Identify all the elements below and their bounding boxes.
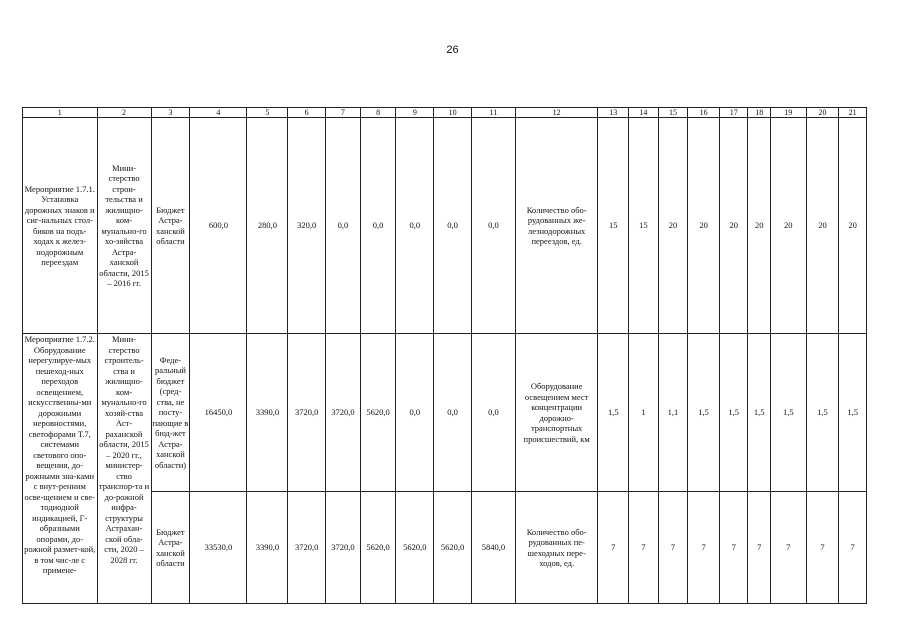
funding-source: Бюджет Астра-ханской области — [151, 118, 190, 334]
col-header-18: 18 — [748, 108, 770, 118]
target-cell: 7 — [770, 492, 806, 604]
target-cell: 7 — [658, 492, 688, 604]
indicator-name: Оборудование освещением мест концентрации дорожно-транспортных происшествий, км — [515, 334, 598, 492]
value-cell: 5620,0 — [360, 492, 396, 604]
table-row — [23, 334, 867, 492]
indicator-name: Количество обо-рудованных же-лезнодорожных переездов, ед. — [515, 118, 598, 334]
value-cell: 0,0 — [434, 334, 472, 492]
value-cell: 33530,0 — [190, 492, 247, 604]
target-cell: 20 — [839, 118, 867, 334]
col-header-19: 19 — [770, 108, 806, 118]
target-cell: 15 — [629, 118, 659, 334]
value-cell: 5840,0 — [471, 492, 515, 604]
value-cell: 5620,0 — [360, 334, 396, 492]
col-header-5: 5 — [247, 108, 288, 118]
value-cell: 3720,0 — [288, 492, 326, 604]
value-cell: 3390,0 — [247, 492, 288, 604]
value-cell: 320,0 — [288, 118, 326, 334]
value-cell: 600,0 — [190, 118, 247, 334]
target-cell: 7 — [688, 492, 720, 604]
target-cell: 20 — [770, 118, 806, 334]
col-header-9: 9 — [396, 108, 434, 118]
target-cell: 1,5 — [770, 334, 806, 492]
measure-name: Мероприятие 1.7.1. Установка дорожных знаков и сиг-нальных стол-биков на подъ-ходах к желез-нодорожным переездам — [23, 118, 98, 334]
value-cell: 0,0 — [434, 118, 472, 334]
funding-source: Феде-ральный бюджет (сред-ства, не посту-пающие в бюд-жет Астра-ханской области) — [151, 334, 190, 492]
target-cell: 1,5 — [688, 334, 720, 492]
target-cell: 20 — [806, 118, 839, 334]
value-cell: 5620,0 — [396, 492, 434, 604]
col-header-16: 16 — [688, 108, 720, 118]
header-row — [23, 108, 867, 118]
value-cell: 280,0 — [247, 118, 288, 334]
target-cell: 1,1 — [658, 334, 688, 492]
col-header-14: 14 — [629, 108, 659, 118]
target-cell: 1,5 — [806, 334, 839, 492]
col-header-11: 11 — [471, 108, 515, 118]
col-header-21: 21 — [839, 108, 867, 118]
value-cell: 3720,0 — [326, 492, 361, 604]
col-header-13: 13 — [598, 108, 629, 118]
col-header-10: 10 — [434, 108, 472, 118]
executor: Мини-стерство строи-тельства и жилищно-ком-мунально-го хо-зяйства Астра-ханской области, 2015 – 2016 гг. — [97, 118, 151, 334]
col-header-6: 6 — [288, 108, 326, 118]
col-header-3: 3 — [151, 108, 190, 118]
value-cell: 3720,0 — [326, 334, 361, 492]
value-cell: 0,0 — [396, 118, 434, 334]
value-cell: 3390,0 — [247, 334, 288, 492]
target-cell: 20 — [719, 118, 748, 334]
executor: Мини-стерство строитель-ства и жилищно-ком-мунально-го хозяй-ства Аст-раханской области, 2015 – 2020 гг., министер-ство транспор-та и до-рожной инфра-структуры Астрахан-ской обла-сти, 2020 – 2028 гг. — [97, 334, 151, 604]
value-cell: 0,0 — [326, 118, 361, 334]
target-cell: 20 — [688, 118, 720, 334]
value-cell: 0,0 — [360, 118, 396, 334]
target-cell: 20 — [748, 118, 770, 334]
target-cell: 7 — [598, 492, 629, 604]
target-cell: 1,5 — [598, 334, 629, 492]
col-header-2: 2 — [97, 108, 151, 118]
col-header-4: 4 — [190, 108, 247, 118]
col-header-7: 7 — [326, 108, 361, 118]
target-cell: 7 — [748, 492, 770, 604]
col-header-1: 1 — [23, 108, 98, 118]
target-cell: 1,5 — [748, 334, 770, 492]
col-header-15: 15 — [658, 108, 688, 118]
target-cell: 1 — [629, 334, 659, 492]
target-cell: 7 — [839, 492, 867, 604]
table-row — [23, 118, 867, 334]
target-cell: 7 — [719, 492, 748, 604]
target-cell: 7 — [629, 492, 659, 604]
value-cell: 0,0 — [471, 118, 515, 334]
value-cell: 5620,0 — [434, 492, 472, 604]
target-cell: 1,5 — [839, 334, 867, 492]
col-header-12: 12 — [515, 108, 598, 118]
indicator-name: Количество обо-рудованных пе-шеходных пере-ходов, ед. — [515, 492, 598, 604]
target-cell: 15 — [598, 118, 629, 334]
page-number: 26 — [446, 44, 459, 56]
target-cell: 20 — [658, 118, 688, 334]
program-table — [22, 107, 867, 604]
value-cell: 3720,0 — [288, 334, 326, 492]
value-cell: 0,0 — [471, 334, 515, 492]
col-header-8: 8 — [360, 108, 396, 118]
target-cell: 7 — [806, 492, 839, 604]
col-header-20: 20 — [806, 108, 839, 118]
target-cell: 1,5 — [719, 334, 748, 492]
funding-source: Бюджет Астра-ханской области — [151, 492, 190, 604]
value-cell: 16450,0 — [190, 334, 247, 492]
value-cell: 0,0 — [396, 334, 434, 492]
col-header-17: 17 — [719, 108, 748, 118]
measure-name: Мероприятие 1.7.2. Оборудование нерегулируе-мых пешеход-ных переходов освещением, искусственны-ми дорожными неровностями, светофорами Т.7, системами светового опо-вещения, до-рожными зна-ками с внут-ренним осве-щением и све-тодиодной индикацией, Г-образными опорами, до-рожной размет-кой, в том чис-ле с примене- — [23, 334, 98, 604]
